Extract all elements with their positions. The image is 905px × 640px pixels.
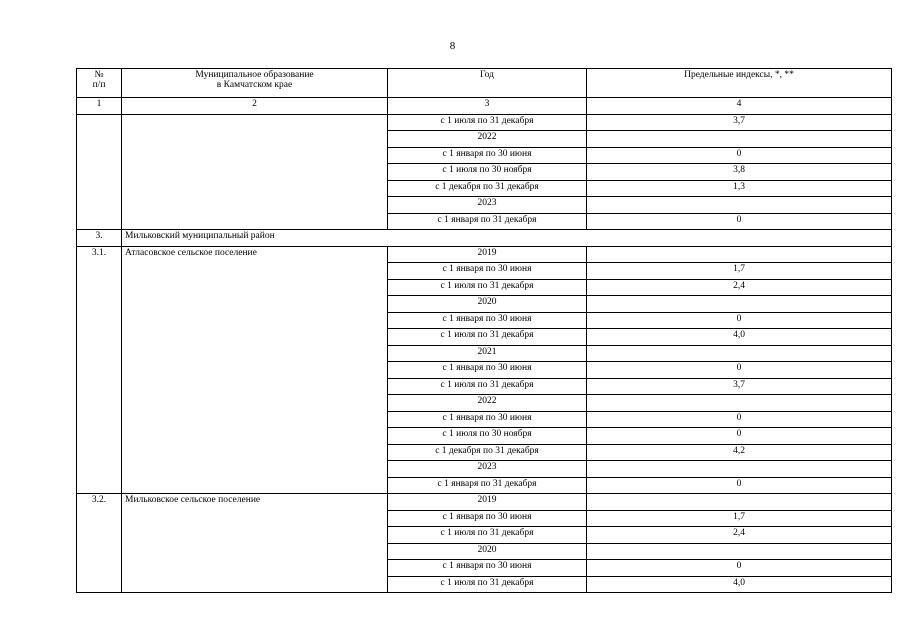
index-value-cell: 1,7 — [587, 263, 892, 280]
index-value-cell: 4,0 — [587, 576, 892, 593]
index-value-cell: 0 — [587, 147, 892, 164]
period-cell: с 1 декабря по 31 декабря — [388, 444, 587, 461]
period-cell: 2019 — [388, 494, 587, 511]
index-value-cell: 0 — [587, 312, 892, 329]
index-value-cell: 0 — [587, 428, 892, 445]
column-number-4: 4 — [587, 98, 892, 115]
period-cell: с 1 июля по 30 ноября — [388, 428, 587, 445]
index-value-cell: 0 — [587, 362, 892, 379]
settlement-name: Атласовское сельское поселение — [122, 246, 388, 494]
district-row — [77, 230, 892, 247]
period-cell: 2020 — [388, 543, 587, 560]
header-index: Предельные индексы, *, ** — [587, 69, 892, 98]
column-number-2: 2 — [122, 98, 388, 115]
index-value-cell — [587, 543, 892, 560]
period-cell: с 1 января по 30 июня — [388, 510, 587, 527]
period-cell: с 1 июля по 31 декабря — [388, 527, 587, 544]
period-cell: с 1 июля по 31 декабря — [388, 378, 587, 395]
period-cell: с 1 января по 30 июня — [388, 560, 587, 577]
index-value-cell: 0 — [587, 411, 892, 428]
table-row — [77, 114, 892, 131]
index-value-cell: 1,3 — [587, 180, 892, 197]
tariff-index-table — [76, 68, 892, 593]
period-cell: с 1 января по 30 июня — [388, 362, 587, 379]
period-cell: 2023 — [388, 461, 587, 478]
index-value-cell — [587, 395, 892, 412]
index-value-cell: 3,7 — [587, 114, 892, 131]
period-cell: с 1 января по 31 декабря — [388, 213, 587, 230]
settlement-num: 3.2. — [77, 494, 122, 593]
period-cell: 2022 — [388, 131, 587, 148]
table-row — [77, 494, 892, 511]
header-num-line1: № — [94, 70, 104, 80]
period-cell: 2021 — [388, 345, 587, 362]
header-name-line2: в Камчатском крае — [216, 80, 293, 90]
index-value-cell: 4,2 — [587, 444, 892, 461]
header-num — [77, 69, 122, 98]
index-value-cell — [587, 131, 892, 148]
column-number-3: 3 — [388, 98, 587, 115]
table-header-row — [77, 69, 892, 98]
period-cell: с 1 июля по 31 декабря — [388, 576, 587, 593]
period-cell: с 1 июля по 31 декабря — [388, 279, 587, 296]
period-cell: с 1 января по 30 июня — [388, 263, 587, 280]
index-value-cell: 4,0 — [587, 329, 892, 346]
header-name-line1: Муниципальное образование — [195, 70, 314, 80]
settlement-num: 3.1. — [77, 246, 122, 494]
index-value-cell — [587, 246, 892, 263]
page-number: 8 — [449, 40, 456, 52]
index-value-cell: 2,4 — [587, 527, 892, 544]
header-municipality — [122, 69, 388, 98]
period-cell: с 1 декабря по 31 декабря — [388, 180, 587, 197]
index-value-cell: 0 — [587, 477, 892, 494]
settlement-name: Мильковское сельское поселение — [122, 494, 388, 593]
index-value-cell: 0 — [587, 560, 892, 577]
num-cell-empty — [77, 114, 122, 230]
index-value-cell: 0 — [587, 213, 892, 230]
index-value-cell — [587, 296, 892, 313]
period-cell: 2023 — [388, 197, 587, 214]
period-cell: с 1 января по 30 июня — [388, 411, 587, 428]
column-numbers-row — [77, 98, 892, 115]
index-value-cell: 3,8 — [587, 164, 892, 181]
period-cell: с 1 июля по 31 декабря — [388, 114, 587, 131]
period-cell: с 1 июля по 30 ноября — [388, 164, 587, 181]
index-value-cell: 3,7 — [587, 378, 892, 395]
name-cell-empty — [122, 114, 388, 230]
period-cell: 2022 — [388, 395, 587, 412]
period-cell: с 1 января по 31 декабря — [388, 477, 587, 494]
district-name: Мильковский муниципальный район — [122, 230, 892, 247]
index-value-cell — [587, 494, 892, 511]
period-cell: с 1 января по 30 июня — [388, 312, 587, 329]
header-year: Год — [388, 69, 587, 98]
period-cell: 2019 — [388, 246, 587, 263]
period-cell: 2020 — [388, 296, 587, 313]
index-value-cell — [587, 345, 892, 362]
period-cell: с 1 января по 30 июня — [388, 147, 587, 164]
index-value-cell — [587, 461, 892, 478]
district-num: 3. — [77, 230, 122, 247]
period-cell: с 1 июля по 31 декабря — [388, 329, 587, 346]
index-value-cell: 1,7 — [587, 510, 892, 527]
column-number-1: 1 — [77, 98, 122, 115]
index-value-cell: 2,4 — [587, 279, 892, 296]
header-num-line2: п/п — [92, 80, 106, 90]
index-value-cell — [587, 197, 892, 214]
table-row — [77, 246, 892, 263]
table-body — [77, 114, 892, 593]
